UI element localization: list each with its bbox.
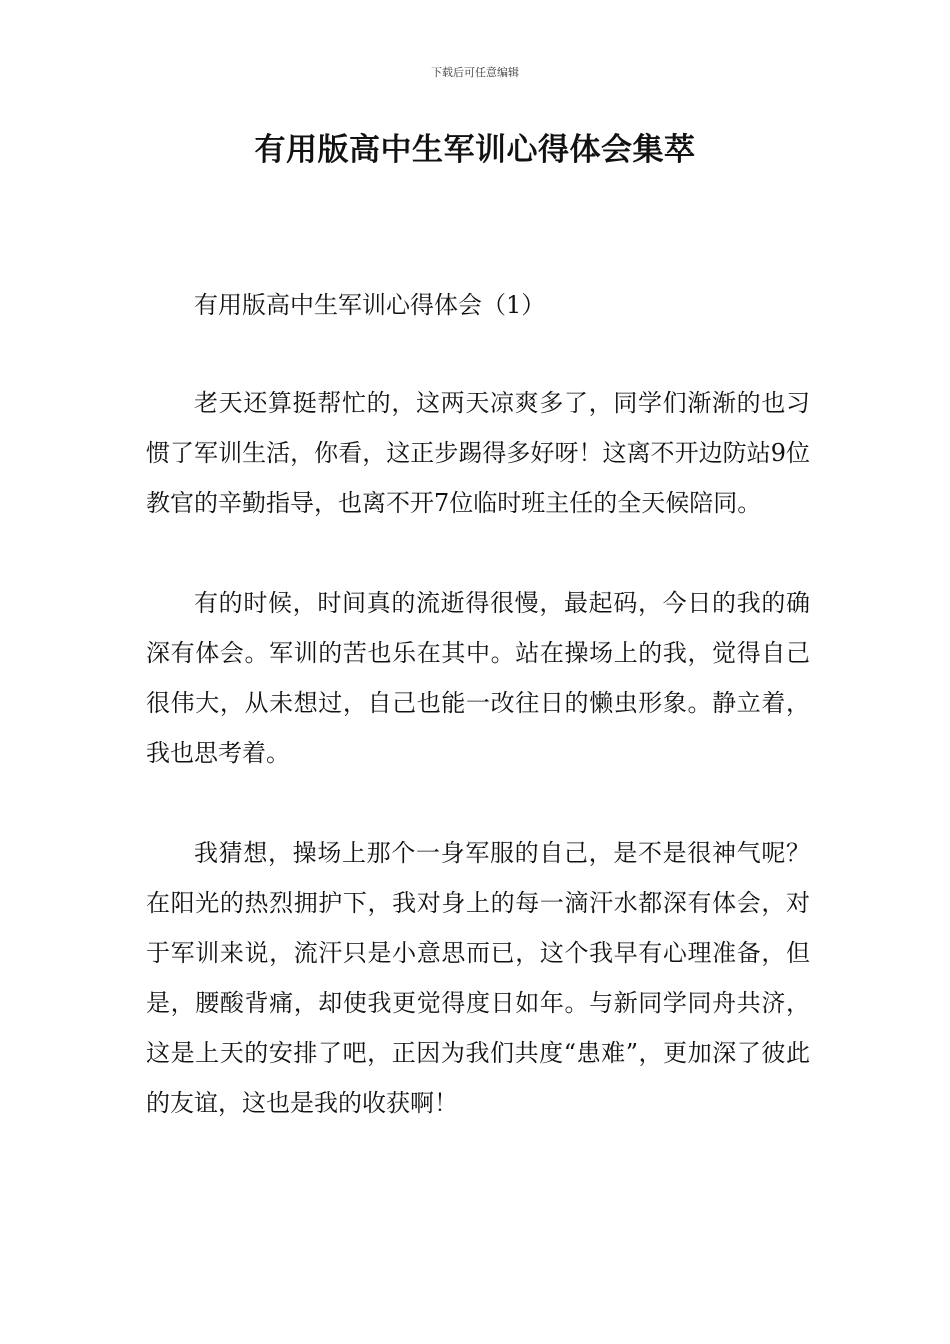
document-body [146, 280, 810, 1178]
document-title: 有用版高中生军训心得体会集萃 [254, 132, 696, 168]
paragraph-2: 有的时候，时间真的流逝得很慢，最起码，今日的我的确深有体会。军训的苦也乐在其中。站在操场上的我，觉得自己很伟大，从未想过，自己也能一改往日的懒虫形象。静立着，我也思考着。 [146, 589, 810, 767]
paragraph-1: 老天还算挺帮忙的，这两天凉爽多了，同学们渐渐的也习惯了军训生活，你看，这正步踢得多好呀！这离不开边防站9位教官的辛勤指导，也离不开7位临时班主任的全天候陪同。 [146, 389, 810, 517]
section-heading: 有用版高中生军训心得体会（1） [194, 291, 546, 319]
header-note: 下载后可任意编辑 [431, 66, 519, 79]
paragraph-3: 我猜想，操场上那个一身军服的自己，是不是很神气呢？在阳光的热烈拥护下，我对身上的每一滴汗水都深有体会，对于军训来说，流汗只是小意思而已，这个我早有心理准备，但是，腰酸背痛，却使我更觉得度日如年。与新同学同舟共济，这是上天的安排了吧，正因为我们共度“患难”，更加深了彼此的友谊，这也是我的收获啊！ [146, 839, 810, 1117]
